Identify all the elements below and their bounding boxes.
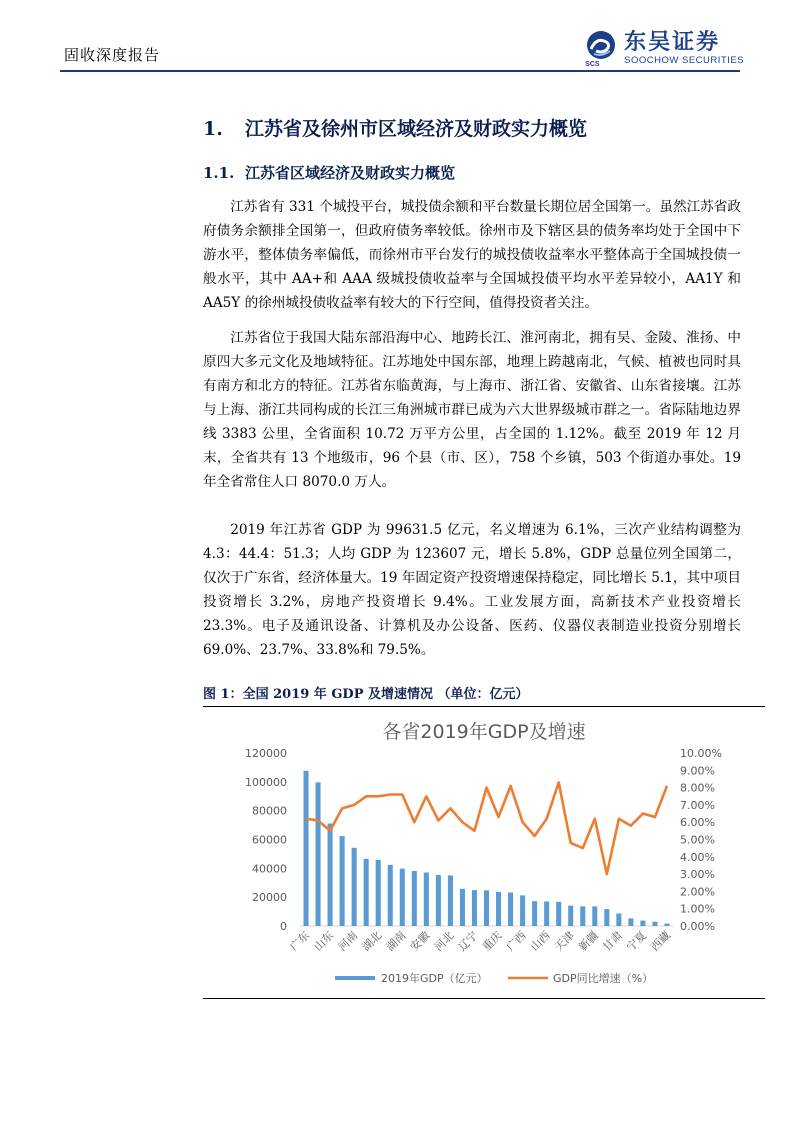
report-type-label: 固收深度报告 [64,46,161,64]
y-right-tick-label: 5.00% [680,833,715,847]
x-tick-label: 湖南 [383,928,409,954]
x-tick-label: 安徽 [407,928,433,954]
gdp-bar [604,909,609,926]
y-left-tick-label: 40000 [252,862,287,876]
y-left-tick-label: 120000 [245,747,287,760]
gdp-bar [424,872,429,926]
gdp-bar [652,922,657,926]
y-right-tick-label: 2.00% [680,885,715,899]
x-tick-label: 重庆 [479,928,505,954]
x-tick-label: 宁夏 [624,928,650,954]
y-right-tick-label: 6.00% [680,816,715,830]
legend-label-gdp: 2019年GDP（亿元） [381,972,488,985]
gdp-bar [640,921,645,926]
y-right-tick-label: 7.00% [680,798,715,812]
gdp-bar [616,913,621,926]
gdp-bar [568,906,573,926]
gdp-chart [203,708,765,996]
x-tick-label: 新疆 [576,928,601,954]
gdp-bar [544,901,549,926]
gdp-bar [400,869,405,926]
y-right-tick-label: 9.00% [680,764,715,778]
x-tick-label: 河南 [335,928,361,954]
gdp-bar [496,892,501,926]
figure-caption: 图 1：全国 2019 年 GDP 及增速情况 （单位：亿元） [203,687,529,702]
subsection-heading [203,162,455,183]
brand-logo-icon [584,30,618,64]
brand-abbr: SCS [585,61,600,68]
gdp-bar [316,782,321,926]
figure-bottom-rule [203,998,765,999]
subsection-number: 1.1. [203,164,235,182]
gdp-bar [592,906,597,926]
gdp-bar [352,848,357,926]
x-tick-label: 辽宁 [455,928,481,954]
gdp-bar [508,893,513,926]
x-tick-label: 湖北 [359,928,385,954]
brand-name-en: SOOCHOW SECURITIES [624,55,744,66]
gdp-bar [580,906,585,926]
y-left-tick-label: 20000 [252,891,287,905]
gdp-bar [556,902,561,926]
x-tick-label: 广西 [503,928,529,954]
gdp-bar [340,836,345,926]
chart-title: 各省2019年GDP及增速 [382,721,586,743]
gdp-bar [448,875,453,926]
gdp-bar [628,918,633,926]
x-tick-label: 河北 [431,928,457,954]
x-tick-label: 广东 [287,928,313,954]
gdp-bar [328,824,333,926]
gdp-bar [472,890,477,926]
y-right-tick-label: 8.00% [680,781,715,795]
paragraph-1: 江苏省有 331 个城投平台，城投债余额和平台数量长期位居全国第一。虽然江苏省政府债务余额排全国第一，但政府债务率较低。徐州市及下辖区县的债务率均处于全国中下游水平，整体债务率偏低，而徐州市平台发行的城投债收益率水平整体高于全国城投债一般水平，其中 AA+和 AAA 级城投债收益率与全国城投债平均水平差异较小，AA1Y 和 AA5Y 的徐州城投债收益率有较大的下行空间，值得投资者关注。 [203,199,741,311]
y-right-tick-label: 1.00% [680,902,715,916]
gdp-bar [664,924,669,926]
legend-swatch-gdp [335,976,375,980]
y-right-tick-label: 0.00% [680,920,715,933]
paragraph-3: 2019 年江苏省 GDP 为 99631.5 亿元，名义增速为 6.1%，三次产业结构调整为 4.3：44.4：51.3；人均 GDP 为 123607 元，增长 5.8%，GDP 总量位列全国第二，仅次于广东省，经济体量大。19 年固定资产投资增速保持稳定，同比增长 5.1，其中项目投资增长 3.2%，房地产投资增长 9.4%。工业发展方面，高新技术产业投资增长 23.3%。电子及通讯设备、计算机及办公设备、医药、仪器仪表制造业投资分别增长 69.0%、23.7%、33.8%和 79.5%。 [203,522,741,658]
y-left-tick-label: 80000 [252,804,287,818]
gdp-bar [364,859,369,926]
gdp-bar [303,771,308,926]
section-number: 1. [203,118,223,140]
gdp-bar [376,860,381,926]
gdp-bar [520,895,525,926]
y-right-tick-label: 10.00% [680,747,722,760]
gdp-bar [388,865,393,926]
y-left-tick-label: 100000 [245,775,287,789]
gdp-bar [412,871,417,926]
gdp-bar [532,901,537,926]
gdp-chart-svg [203,708,765,996]
y-left-tick-label: 60000 [252,833,287,847]
gdp-bar [436,875,441,926]
section-heading [203,114,587,141]
y-right-tick-label: 3.00% [680,868,715,882]
header-rule [60,70,740,72]
brand-name-cn: 东吴证券 [624,30,721,55]
x-tick-label: 山东 [311,928,337,954]
gdp-bar [460,889,465,926]
paragraph-2: 江苏省位于我国大陆东部沿海中心、地跨长江、淮河南北，拥有吴、金陵、淮扬、中原四大多元文化及地域特征。江苏地处中国东部，地理上跨越南北，气候、植被也同时具有南方和北方的特征。江苏省东临黄海，与上海市、浙江省、安徽省、山东省接壤。江苏与上海、浙江共同构成的长江三角洲城市群已成为六大世界级城市群之一。省际陆地边界线 3383 公里，全省面积 10.72 万平方公里，占全国的 1.12%。截至 2019 年 12 月末，全省共有 13 个地级市，96 个县（市、区），758 个乡镇，503 个街道办事处。19 年全省常住人口 8070.0 万人。 [203,330,741,490]
x-tick-label: 西藏 [648,928,674,954]
x-tick-label: 甘肃 [600,928,625,954]
legend-label-growth: GDP同比增速（%） [553,972,654,985]
y-left-tick-label: 0 [280,920,287,933]
gdp-bar [484,890,489,926]
growth-line [306,782,667,874]
x-tick-label: 山西 [528,928,553,954]
figure-top-rule [203,706,765,707]
section-title: 江苏省及徐州市区域经济及财政实力概览 [245,118,588,140]
chart-legend [335,971,653,985]
brand-logo [584,30,744,68]
x-tick-label: 天津 [552,928,577,954]
y-right-tick-label: 4.00% [680,850,715,864]
subsection-title: 江苏省区域经济及财政实力概览 [245,164,456,182]
